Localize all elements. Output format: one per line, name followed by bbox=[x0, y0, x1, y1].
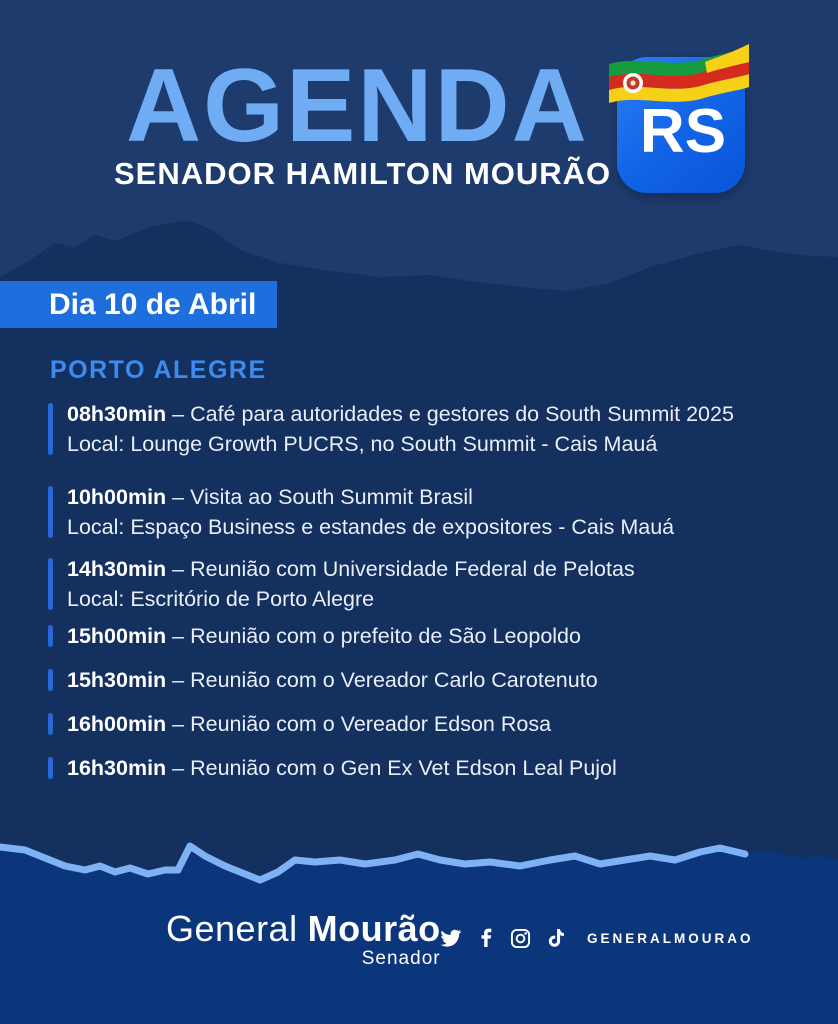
page-title: AGENDA bbox=[126, 48, 589, 164]
agenda-item-description: – Reunião com o Vereador Edson Rosa bbox=[172, 712, 552, 736]
agenda-item-time: 16h00min bbox=[67, 712, 167, 736]
agenda-item-location: Local: Espaço Business e estandes de expositores - Cais Mauá bbox=[67, 515, 675, 539]
agenda-item-location: Local: Escritório de Porto Alegre bbox=[67, 587, 375, 611]
agenda-item-time: 14h30min bbox=[67, 557, 167, 581]
agenda-item bbox=[48, 621, 793, 651]
agenda-item-line bbox=[67, 665, 793, 695]
agenda-item-line bbox=[67, 482, 793, 512]
agenda-item-description: – Reunião com Universidade Federal de Pelotas bbox=[172, 557, 635, 581]
rs-badge-label: RS bbox=[639, 96, 727, 166]
agenda-item-line bbox=[67, 621, 793, 651]
agenda-item-time: 10h00min bbox=[67, 485, 167, 509]
agenda-item bbox=[48, 709, 793, 739]
brand-logo bbox=[166, 908, 441, 970]
agenda-item-line bbox=[67, 554, 793, 584]
agenda-item bbox=[48, 482, 793, 542]
agenda-item-time: 15h30min bbox=[67, 668, 167, 692]
brand-first-name: General bbox=[166, 908, 298, 949]
agenda-item-description: – Reunião com o prefeito de São Leopoldo bbox=[172, 624, 581, 648]
instagram-icon bbox=[510, 928, 531, 949]
agenda-item-line bbox=[67, 399, 793, 429]
agenda-item bbox=[48, 665, 793, 695]
brand-last-name: Mourão bbox=[307, 908, 441, 949]
brand-role: Senador bbox=[361, 948, 441, 969]
agenda-item-time: 08h30min bbox=[67, 402, 167, 426]
agenda-item-time: 15h00min bbox=[67, 624, 167, 648]
social-bar bbox=[440, 927, 754, 949]
brand-name bbox=[166, 908, 441, 950]
city-heading: PORTO ALEGRE bbox=[50, 356, 267, 384]
page-subtitle: SENADOR HAMILTON MOURÃO bbox=[114, 156, 612, 191]
agenda-item-location: Local: Lounge Growth PUCRS, no South Summit - Cais Mauá bbox=[67, 432, 658, 456]
date-banner-label: Dia 10 de Abril bbox=[49, 287, 257, 321]
footer bbox=[0, 900, 838, 990]
agenda-item-description: – Visita ao South Summit Brasil bbox=[172, 485, 473, 509]
social-handle: GENERALMOURAO bbox=[587, 930, 754, 946]
agenda-item-line bbox=[67, 753, 793, 783]
agenda-item-line bbox=[67, 709, 793, 739]
agenda-item-description: – Café para autoridades e gestores do South Summit 2025 bbox=[172, 402, 734, 426]
agenda-item-time: 16h30min bbox=[67, 756, 167, 780]
tiktok-icon bbox=[546, 928, 565, 949]
agenda-item bbox=[48, 399, 793, 459]
agenda-item bbox=[48, 753, 793, 783]
agenda-item-description: – Reunião com o Gen Ex Vet Edson Leal Pujol bbox=[172, 756, 617, 780]
facebook-icon bbox=[477, 928, 495, 948]
agenda-item bbox=[48, 554, 793, 614]
agenda-item-description: – Reunião com o Vereador Carlo Carotenuto bbox=[172, 668, 598, 692]
twitter-icon bbox=[440, 927, 462, 949]
